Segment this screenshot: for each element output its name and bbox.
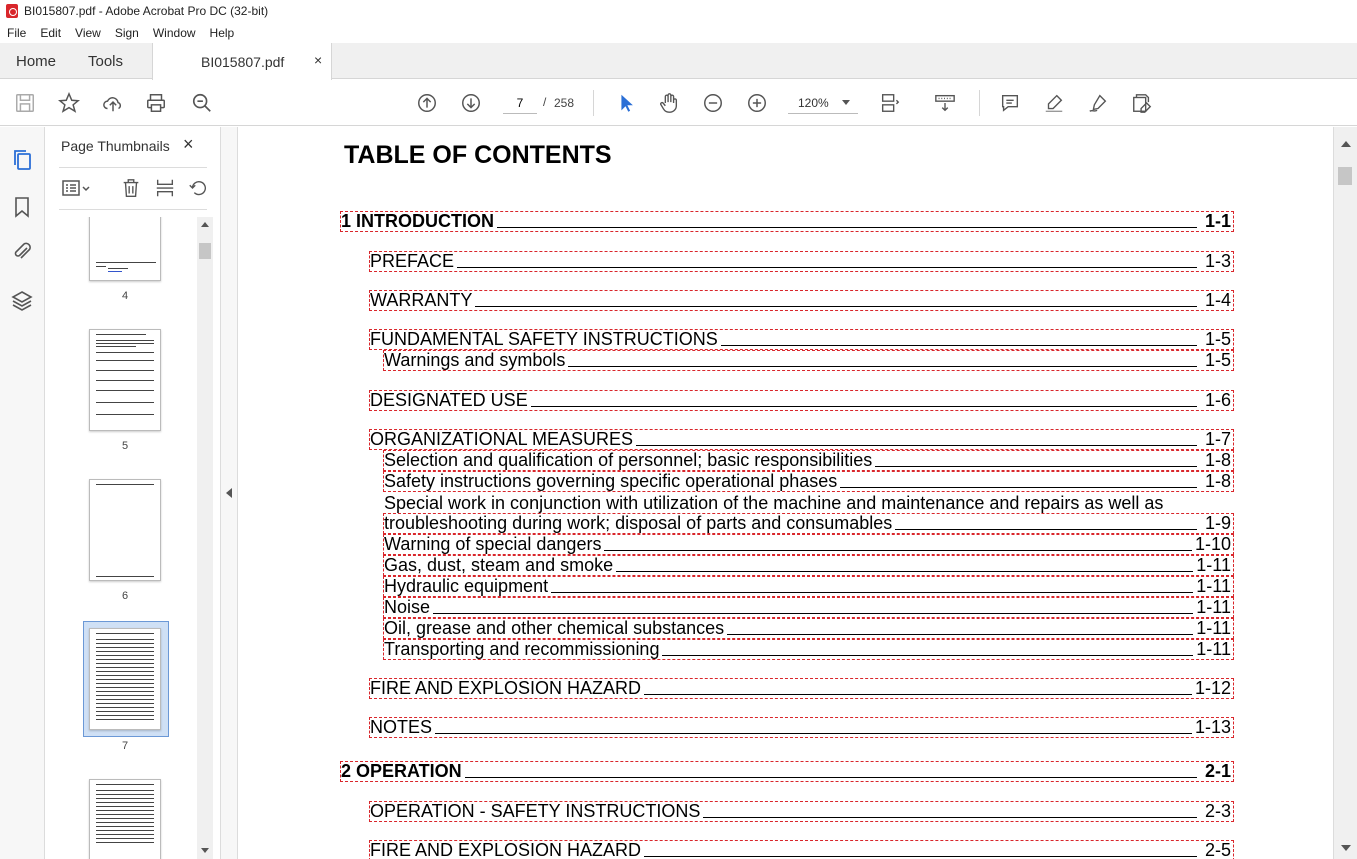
zoom-level-value: 120% bbox=[798, 96, 829, 110]
layers-icon[interactable] bbox=[10, 289, 34, 313]
toc-entry-link[interactable] bbox=[383, 513, 1234, 534]
toc-page-number: 1-8 bbox=[1202, 472, 1231, 491]
toc-page-number: 1-12 bbox=[1192, 679, 1231, 698]
toc-leader-line bbox=[374, 267, 1197, 268]
toc-entry-text: Warning of special dangers bbox=[384, 535, 604, 554]
toc-leader-line bbox=[374, 306, 1197, 307]
toc-entry-text: PREFACE bbox=[370, 252, 457, 271]
tab-document-label: BI015807.pdf bbox=[201, 54, 285, 70]
toc-entry-link[interactable] bbox=[383, 576, 1234, 597]
thumbnail-page[interactable] bbox=[89, 479, 161, 581]
previous-page-icon[interactable] bbox=[415, 91, 439, 115]
toc-leader-line bbox=[345, 777, 1197, 778]
toolbar bbox=[0, 80, 1357, 126]
panel-divider bbox=[59, 209, 207, 210]
toolbar-divider bbox=[979, 90, 980, 116]
toc-page-number: 1-4 bbox=[1202, 291, 1231, 310]
toc-page-number: 1-8 bbox=[1202, 451, 1231, 470]
thumbnail-page-number: 7 bbox=[121, 740, 129, 752]
tab-tools[interactable]: Tools bbox=[88, 53, 124, 70]
scroll-mode-icon[interactable] bbox=[933, 91, 957, 115]
toc-entry-link[interactable] bbox=[383, 534, 1234, 555]
thumbnail-list bbox=[45, 217, 197, 859]
toc-entry-link[interactable] bbox=[383, 450, 1234, 471]
toc-page-number: 1-1 bbox=[1202, 212, 1231, 231]
toc-entry-link[interactable] bbox=[340, 761, 1234, 782]
menu-file[interactable]: File bbox=[7, 25, 27, 40]
toc-entry-text: ORGANIZATIONAL MEASURES bbox=[370, 430, 636, 449]
collapse-panel-icon[interactable] bbox=[226, 488, 232, 498]
panel-splitter[interactable] bbox=[221, 127, 238, 859]
toc-entry-link[interactable] bbox=[369, 429, 1234, 450]
menu-sign[interactable]: Sign bbox=[114, 25, 139, 40]
page-display-icon[interactable] bbox=[878, 91, 902, 115]
toc-entry-link[interactable] bbox=[383, 350, 1234, 371]
scroll-down-icon[interactable] bbox=[1341, 845, 1351, 851]
toc-entry-link[interactable] bbox=[369, 717, 1234, 738]
toc-entry-text: FIRE AND EXPLOSION HAZARD bbox=[370, 841, 644, 859]
tab-home[interactable]: Home bbox=[16, 53, 57, 70]
hand-tool-icon[interactable] bbox=[657, 91, 681, 115]
upload-cloud-icon[interactable] bbox=[101, 91, 125, 115]
select-cursor-icon[interactable] bbox=[614, 91, 638, 115]
page-thumbnails-icon[interactable] bbox=[10, 148, 34, 172]
toc-entry-link[interactable] bbox=[369, 290, 1234, 311]
toc-entry-text: DESIGNATED USE bbox=[370, 391, 531, 410]
highlight-pen-icon[interactable] bbox=[1042, 91, 1066, 115]
tab-close-icon[interactable]: × bbox=[314, 52, 323, 68]
zoom-level-dropdown[interactable] bbox=[788, 92, 858, 114]
document-view[interactable] bbox=[238, 127, 1333, 859]
toc-entry-link[interactable] bbox=[383, 597, 1234, 618]
scrollbar-thumb[interactable] bbox=[199, 243, 211, 259]
menu-help[interactable]: Help bbox=[209, 25, 235, 40]
toc-entry-text: Oil, grease and other chemical substances bbox=[384, 619, 727, 638]
toc-page-number: 1-11 bbox=[1193, 577, 1231, 596]
toc-entry-link[interactable] bbox=[369, 251, 1234, 272]
toc-page-number: 1-9 bbox=[1202, 514, 1231, 533]
toc-entry-link[interactable] bbox=[369, 390, 1234, 411]
toc-entry-link[interactable] bbox=[383, 618, 1234, 639]
insert-page-icon[interactable] bbox=[154, 177, 178, 201]
toc-page-number: 1-11 bbox=[1193, 598, 1231, 617]
page-thumbnails-panel bbox=[45, 127, 221, 859]
toc-leader-line bbox=[388, 613, 1197, 614]
scroll-up-icon[interactable] bbox=[1341, 141, 1351, 147]
page-separator: / bbox=[543, 95, 547, 109]
attachments-icon[interactable] bbox=[10, 240, 34, 264]
zoom-out-icon[interactable] bbox=[701, 91, 725, 115]
toc-page-number: 2-5 bbox=[1202, 841, 1231, 859]
thumbnail-page[interactable] bbox=[89, 217, 161, 281]
document-heading: TABLE OF CONTENTS bbox=[344, 141, 612, 169]
toc-entry-link[interactable] bbox=[369, 801, 1234, 822]
toc-page-number: 2-1 bbox=[1202, 762, 1231, 781]
panel-title: Page Thumbnails bbox=[61, 138, 170, 154]
toc-entry-link[interactable] bbox=[383, 639, 1234, 660]
toc-page-number: 1-5 bbox=[1202, 330, 1231, 349]
chevron-down-icon bbox=[842, 100, 850, 105]
toc-entry-link[interactable] bbox=[369, 840, 1234, 859]
thumbnail-page-number: 5 bbox=[121, 440, 129, 452]
toc-page-number: 1-7 bbox=[1202, 430, 1231, 449]
search-zoom-icon[interactable] bbox=[190, 91, 214, 115]
toc-entry-text: Transporting and recommissioning bbox=[384, 640, 662, 659]
toc-page-number: 1-11 bbox=[1193, 556, 1231, 575]
thumbnail-page-number: 4 bbox=[121, 290, 129, 302]
toc-entry-text: WARRANTY bbox=[370, 291, 475, 310]
bookmark-star-icon[interactable] bbox=[57, 91, 81, 115]
tab-document[interactable] bbox=[152, 43, 332, 80]
toolbar-divider bbox=[593, 90, 594, 116]
toc-entry-link[interactable] bbox=[383, 471, 1234, 492]
edit-pdf-icon[interactable] bbox=[1130, 91, 1154, 115]
toc-page-number: 1-6 bbox=[1202, 391, 1231, 410]
scroll-up-icon[interactable] bbox=[201, 222, 209, 227]
toc-page-number: 1-3 bbox=[1202, 252, 1231, 271]
thumbnail-page[interactable] bbox=[89, 779, 161, 859]
toc-entry-link[interactable] bbox=[369, 329, 1234, 350]
window-title: BI015807.pdf - Adobe Acrobat Pro DC (32-bit) bbox=[24, 4, 269, 18]
menu-view[interactable]: View bbox=[75, 25, 101, 40]
thumbnail-page[interactable] bbox=[89, 329, 161, 431]
toc-entry-text: Hydraulic equipment bbox=[384, 577, 551, 596]
document-scrollbar[interactable] bbox=[1333, 127, 1357, 859]
toc-entry-text: 2 OPERATION bbox=[341, 762, 465, 781]
title-bar bbox=[0, 0, 1357, 22]
thumbnail-page-selected[interactable] bbox=[89, 628, 161, 730]
zoom-in-icon[interactable] bbox=[745, 91, 769, 115]
save-icon[interactable] bbox=[13, 91, 37, 115]
toc-page-number: 1-13 bbox=[1192, 718, 1231, 737]
toc-entry-text: Special work in conjunction with utilization of the machine and maintenance and repairs as well as bbox=[384, 493, 1164, 513]
toc-entry-text: FUNDAMENTAL SAFETY INSTRUCTIONS bbox=[370, 330, 721, 349]
toc-page-number: 1-11 bbox=[1193, 619, 1231, 638]
toc-entry-link[interactable] bbox=[383, 555, 1234, 576]
toc-entry-text: 1 INTRODUCTION bbox=[341, 212, 497, 231]
menu-bar bbox=[0, 22, 1357, 43]
panel-close-icon[interactable]: × bbox=[183, 134, 194, 154]
toc-entry-text: Gas, dust, steam and smoke bbox=[384, 556, 616, 575]
menu-window[interactable]: Window bbox=[152, 25, 196, 40]
toc-entry-text: Safety instructions governing specific operational phases bbox=[384, 472, 840, 491]
delete-page-icon[interactable] bbox=[120, 177, 144, 201]
scrollbar-thumb[interactable] bbox=[1338, 167, 1352, 185]
print-icon[interactable] bbox=[144, 91, 168, 115]
next-page-icon[interactable] bbox=[459, 91, 483, 115]
comment-icon[interactable] bbox=[998, 91, 1022, 115]
toc-page-number: 1-5 bbox=[1202, 351, 1231, 370]
panel-divider bbox=[59, 167, 207, 168]
toc-entry-text: Selection and qualification of personnel; basic responsibilities bbox=[384, 451, 875, 470]
menu-edit[interactable]: Edit bbox=[40, 25, 62, 40]
toc-page-number: 1-10 bbox=[1192, 535, 1231, 554]
navigation-rail bbox=[0, 127, 45, 859]
toc-entry-text: OPERATION - SAFETY INSTRUCTIONS bbox=[370, 802, 703, 821]
toc-entry-text: Noise bbox=[384, 598, 433, 617]
toc-leader-line bbox=[374, 733, 1197, 734]
toc-entry-text: Warnings and symbols bbox=[384, 351, 568, 370]
rotate-page-icon[interactable] bbox=[187, 177, 211, 201]
page-number-input[interactable] bbox=[503, 92, 537, 114]
toc-entry-text: FIRE AND EXPLOSION HAZARD bbox=[370, 679, 644, 698]
toc-entry-text: NOTES bbox=[370, 718, 435, 737]
toc-entry-text: troubleshooting during work; disposal of parts and consumables bbox=[384, 514, 895, 533]
toc-page-number: 2-3 bbox=[1202, 802, 1231, 821]
bookmarks-icon[interactable] bbox=[10, 195, 34, 219]
toc-entry-link[interactable] bbox=[369, 678, 1234, 699]
toc-page-number: 1-11 bbox=[1193, 640, 1231, 659]
tab-bar bbox=[0, 43, 1357, 79]
acrobat-pdf-icon bbox=[6, 4, 18, 18]
page-total: 258 bbox=[554, 96, 575, 110]
toc-entry-link[interactable] bbox=[340, 211, 1234, 232]
sign-pen-icon[interactable] bbox=[1086, 91, 1110, 115]
scroll-down-icon[interactable] bbox=[201, 848, 209, 853]
thumbnail-scrollbar[interactable] bbox=[197, 217, 213, 859]
thumbnail-page-number: 6 bbox=[121, 590, 129, 602]
thumbnail-options-icon[interactable] bbox=[61, 177, 85, 201]
